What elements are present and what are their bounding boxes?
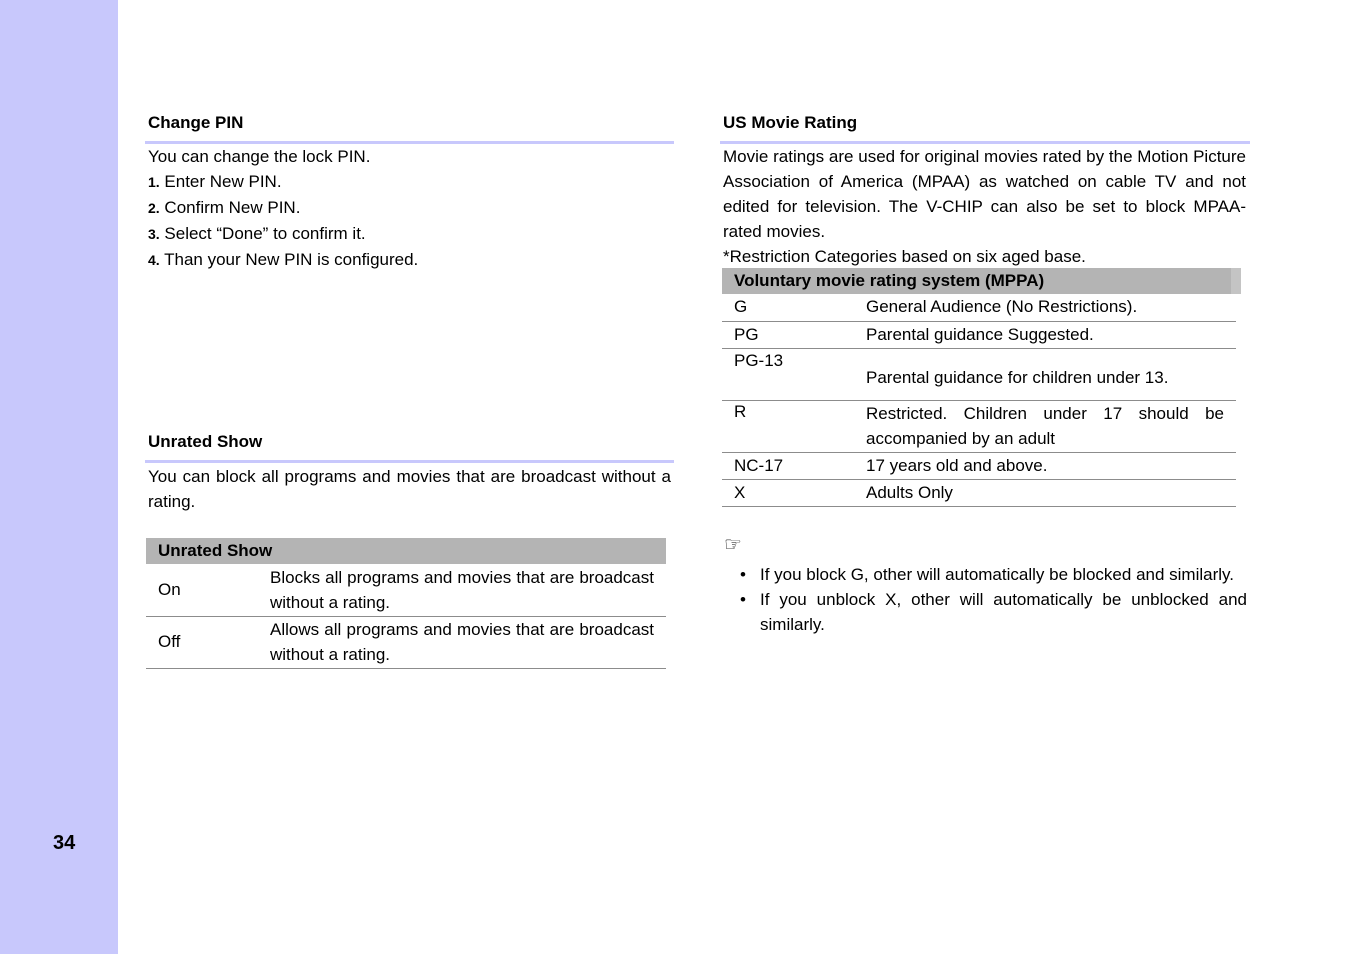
rating-cell: X bbox=[722, 479, 854, 506]
rating-cell: R bbox=[722, 400, 854, 452]
unrated-show-table bbox=[146, 538, 666, 669]
bullet-icon: • bbox=[740, 565, 746, 584]
desc-cell: Parental guidance Suggested. bbox=[854, 321, 1236, 348]
pointing-hand-icon: ☞ bbox=[724, 534, 742, 556]
tip-item: • If you block G, other will automatically be blocked and similarly. bbox=[740, 562, 1247, 587]
bullet-icon: • bbox=[740, 590, 746, 609]
restriction-note: *Restriction Categories based on six aged base. bbox=[723, 247, 1086, 266]
desc-cell: Blocks all programs and movies that are broadcast without a rating. bbox=[258, 564, 666, 616]
table-row bbox=[722, 400, 1236, 452]
tips-list bbox=[740, 562, 1247, 637]
desc-cell: Adults Only bbox=[854, 479, 1236, 506]
desc-cell: Parental guidance for children under 13. bbox=[854, 348, 1236, 400]
table-row bbox=[722, 479, 1236, 506]
desc-cell: Allows all programs and movies that are broadcast without a rating. bbox=[258, 616, 666, 668]
page-sidebar bbox=[0, 0, 118, 954]
table-header: Voluntary movie rating system (MPPA) bbox=[722, 268, 1236, 294]
table-header-row bbox=[146, 538, 666, 564]
option-cell: On bbox=[146, 564, 258, 616]
table-header: Unrated Show bbox=[146, 538, 666, 564]
table-row bbox=[722, 348, 1236, 400]
desc-cell: 17 years old and above. bbox=[854, 452, 1236, 479]
table-row bbox=[146, 616, 666, 668]
page-number: 34 bbox=[53, 832, 76, 854]
table-row bbox=[722, 452, 1236, 479]
unrated-show-heading: Unrated Show bbox=[148, 432, 263, 451]
rating-cell: G bbox=[722, 294, 854, 321]
step-item: 4. Than your New PIN is configured. bbox=[148, 250, 419, 269]
mpaa-rating-table bbox=[722, 268, 1241, 507]
change-pin-intro: You can change the lock PIN. bbox=[148, 147, 371, 166]
table-row bbox=[146, 564, 666, 616]
rating-cell: PG bbox=[722, 321, 854, 348]
us-movie-rating-description: Movie ratings are used for original movies rated by the Motion Picture Association of America (MPAA) as watched on cable TV and not edited for television. The V-CHIP can also be set to block MPAA-rated movies. bbox=[723, 147, 1246, 241]
table-row bbox=[722, 321, 1236, 348]
option-cell: Off bbox=[146, 616, 258, 668]
us-movie-rating-heading: US Movie Rating bbox=[723, 113, 858, 132]
step-item: 1. Enter New PIN. bbox=[148, 172, 282, 191]
rating-cell: NC-17 bbox=[722, 452, 854, 479]
change-pin-heading: Change PIN bbox=[148, 113, 244, 132]
desc-cell: General Audience (No Restrictions). bbox=[854, 294, 1236, 321]
table-header-row bbox=[722, 268, 1236, 294]
step-item: 2. Confirm New PIN. bbox=[148, 198, 301, 217]
unrated-show-description: You can block all programs and movies that are broadcast without a rating. bbox=[148, 467, 671, 511]
tip-item: • If you unblock X, other will automatically be unblocked and similarly. bbox=[740, 587, 1247, 637]
rating-cell: PG-13 bbox=[722, 348, 854, 400]
step-item: 3. Select “Done” to confirm it. bbox=[148, 224, 366, 243]
table-row bbox=[722, 294, 1236, 321]
desc-cell: Restricted. Children under 17 should be accompanied by an adult bbox=[854, 400, 1236, 452]
unrated-show-rule bbox=[145, 460, 674, 463]
change-pin-steps bbox=[148, 169, 418, 273]
